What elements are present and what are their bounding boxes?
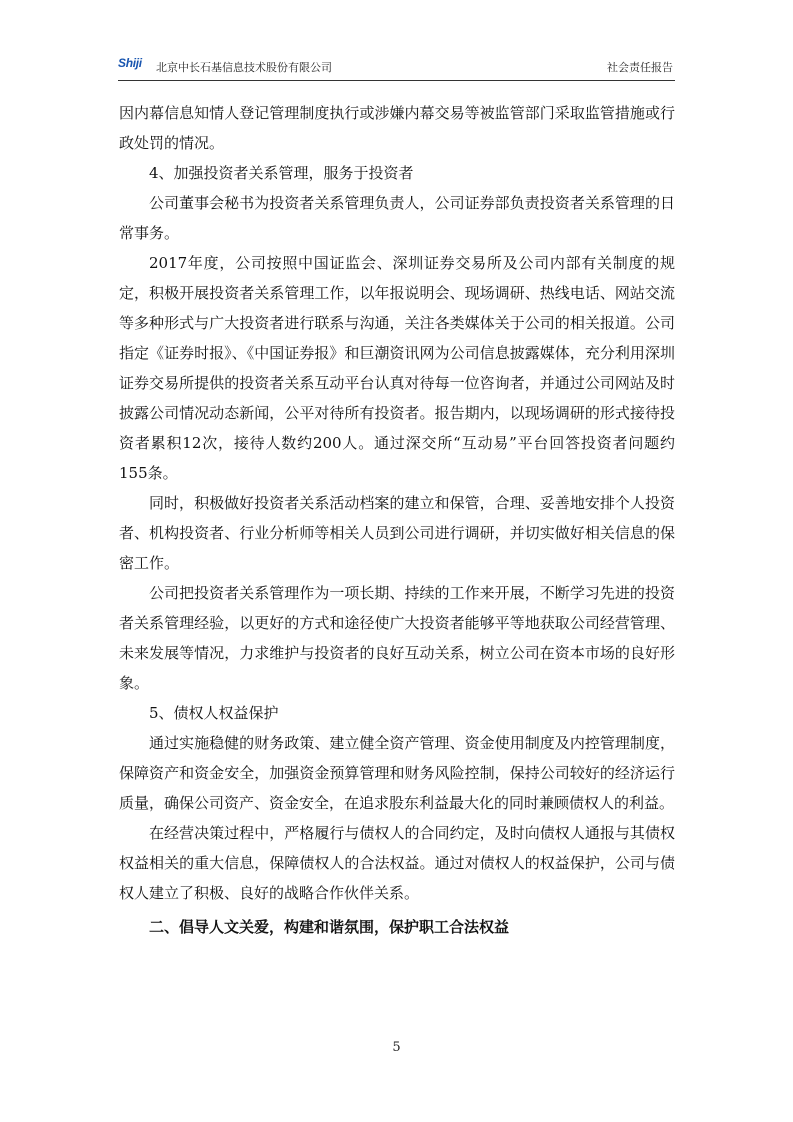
subheading-creditor-protection: 5、债权人权益保护 (149, 704, 279, 722)
paragraph-4: 同时，积极做好投资者关系活动档案的建立和保管，合理、妥善地安排个人投资者、机构投资者、行业分析师等相关人员到公司进行调研，并切实做好相关信息的保密工作。 (119, 494, 675, 572)
page-number: 5 (392, 1040, 401, 1055)
paragraph-1: 因内幕信息知情人登记管理制度执行或涉嫌内幕交易等被监管部门采取监管措施或行政处罚的情况。 (119, 104, 675, 152)
paragraph-2: 公司董事会秘书为投资者关系管理负责人，公司证券部负责投资者关系管理的日常事务。 (119, 194, 675, 242)
paragraph-5: 公司把投资者关系管理作为一项长期、持续的工作来开展，不断学习先进的投资者关系管理经验，以更好的方式和途径使广大投资者能够平等地获取公司经营管理、未来发展等情况，力求维护与投资者的良好互动关系，树立公司在资本市场的良好形象。 (119, 584, 675, 692)
paragraph-3: 2017年度，公司按照中国证监会、深圳证券交易所及公司内部有关制度的规定，积极开展投资者关系管理工作，以年报说明会、现场调研、热线电话、网站交流等多种形式与广大投资者进行联系与沟通，关注各类媒体关于公司的相关报道。公司指定《证券时报》、《中国证券报》和巨潮资讯网为公司信息披露媒体，充分利用深圳证券交易所提供的投资者关系互动平台认真对待每一位咨询者，并通过公司网站及时披露公司情况动态新闻，公平对待所有投资者。报告期内，以现场调研的形式接待投资者累积12次，接待人数约200人。通过深交所“互动易”平台回答投资者问题约155条。 (119, 254, 675, 482)
company-logo: Shiji (118, 56, 142, 70)
report-type: 社会责任报告 (607, 61, 673, 74)
section-heading: 二、倡导人文关爱，构建和谐氛围，保护职工合法权益 (149, 918, 510, 936)
paragraph-6: 通过实施稳健的财务政策、建立健全资产管理、资金使用制度及内控管理制度，保障资产和资金安全，加强资金预算管理和财务风险控制，保持公司较好的经济运行质量，确保公司资产、资金安全，在追求股东利益最大化的同时兼顾债权人的利益。 (119, 734, 675, 812)
page-header (118, 52, 675, 81)
paragraph-7: 在经营决策过程中，严格履行与债权人的合同约定，及时向债权人通报与其债权权益相关的重大信息，保障债权人的合法权益。通过对债权人的权益保护，公司与债权人建立了积极、良好的战略合作伙伴关系。 (119, 824, 675, 902)
company-name: 北京中长石基信息技术股份有限公司 (156, 61, 332, 74)
subheading-investor-relations: 4、加强投资者关系管理，服务于投资者 (149, 164, 414, 182)
document-body (119, 98, 675, 942)
